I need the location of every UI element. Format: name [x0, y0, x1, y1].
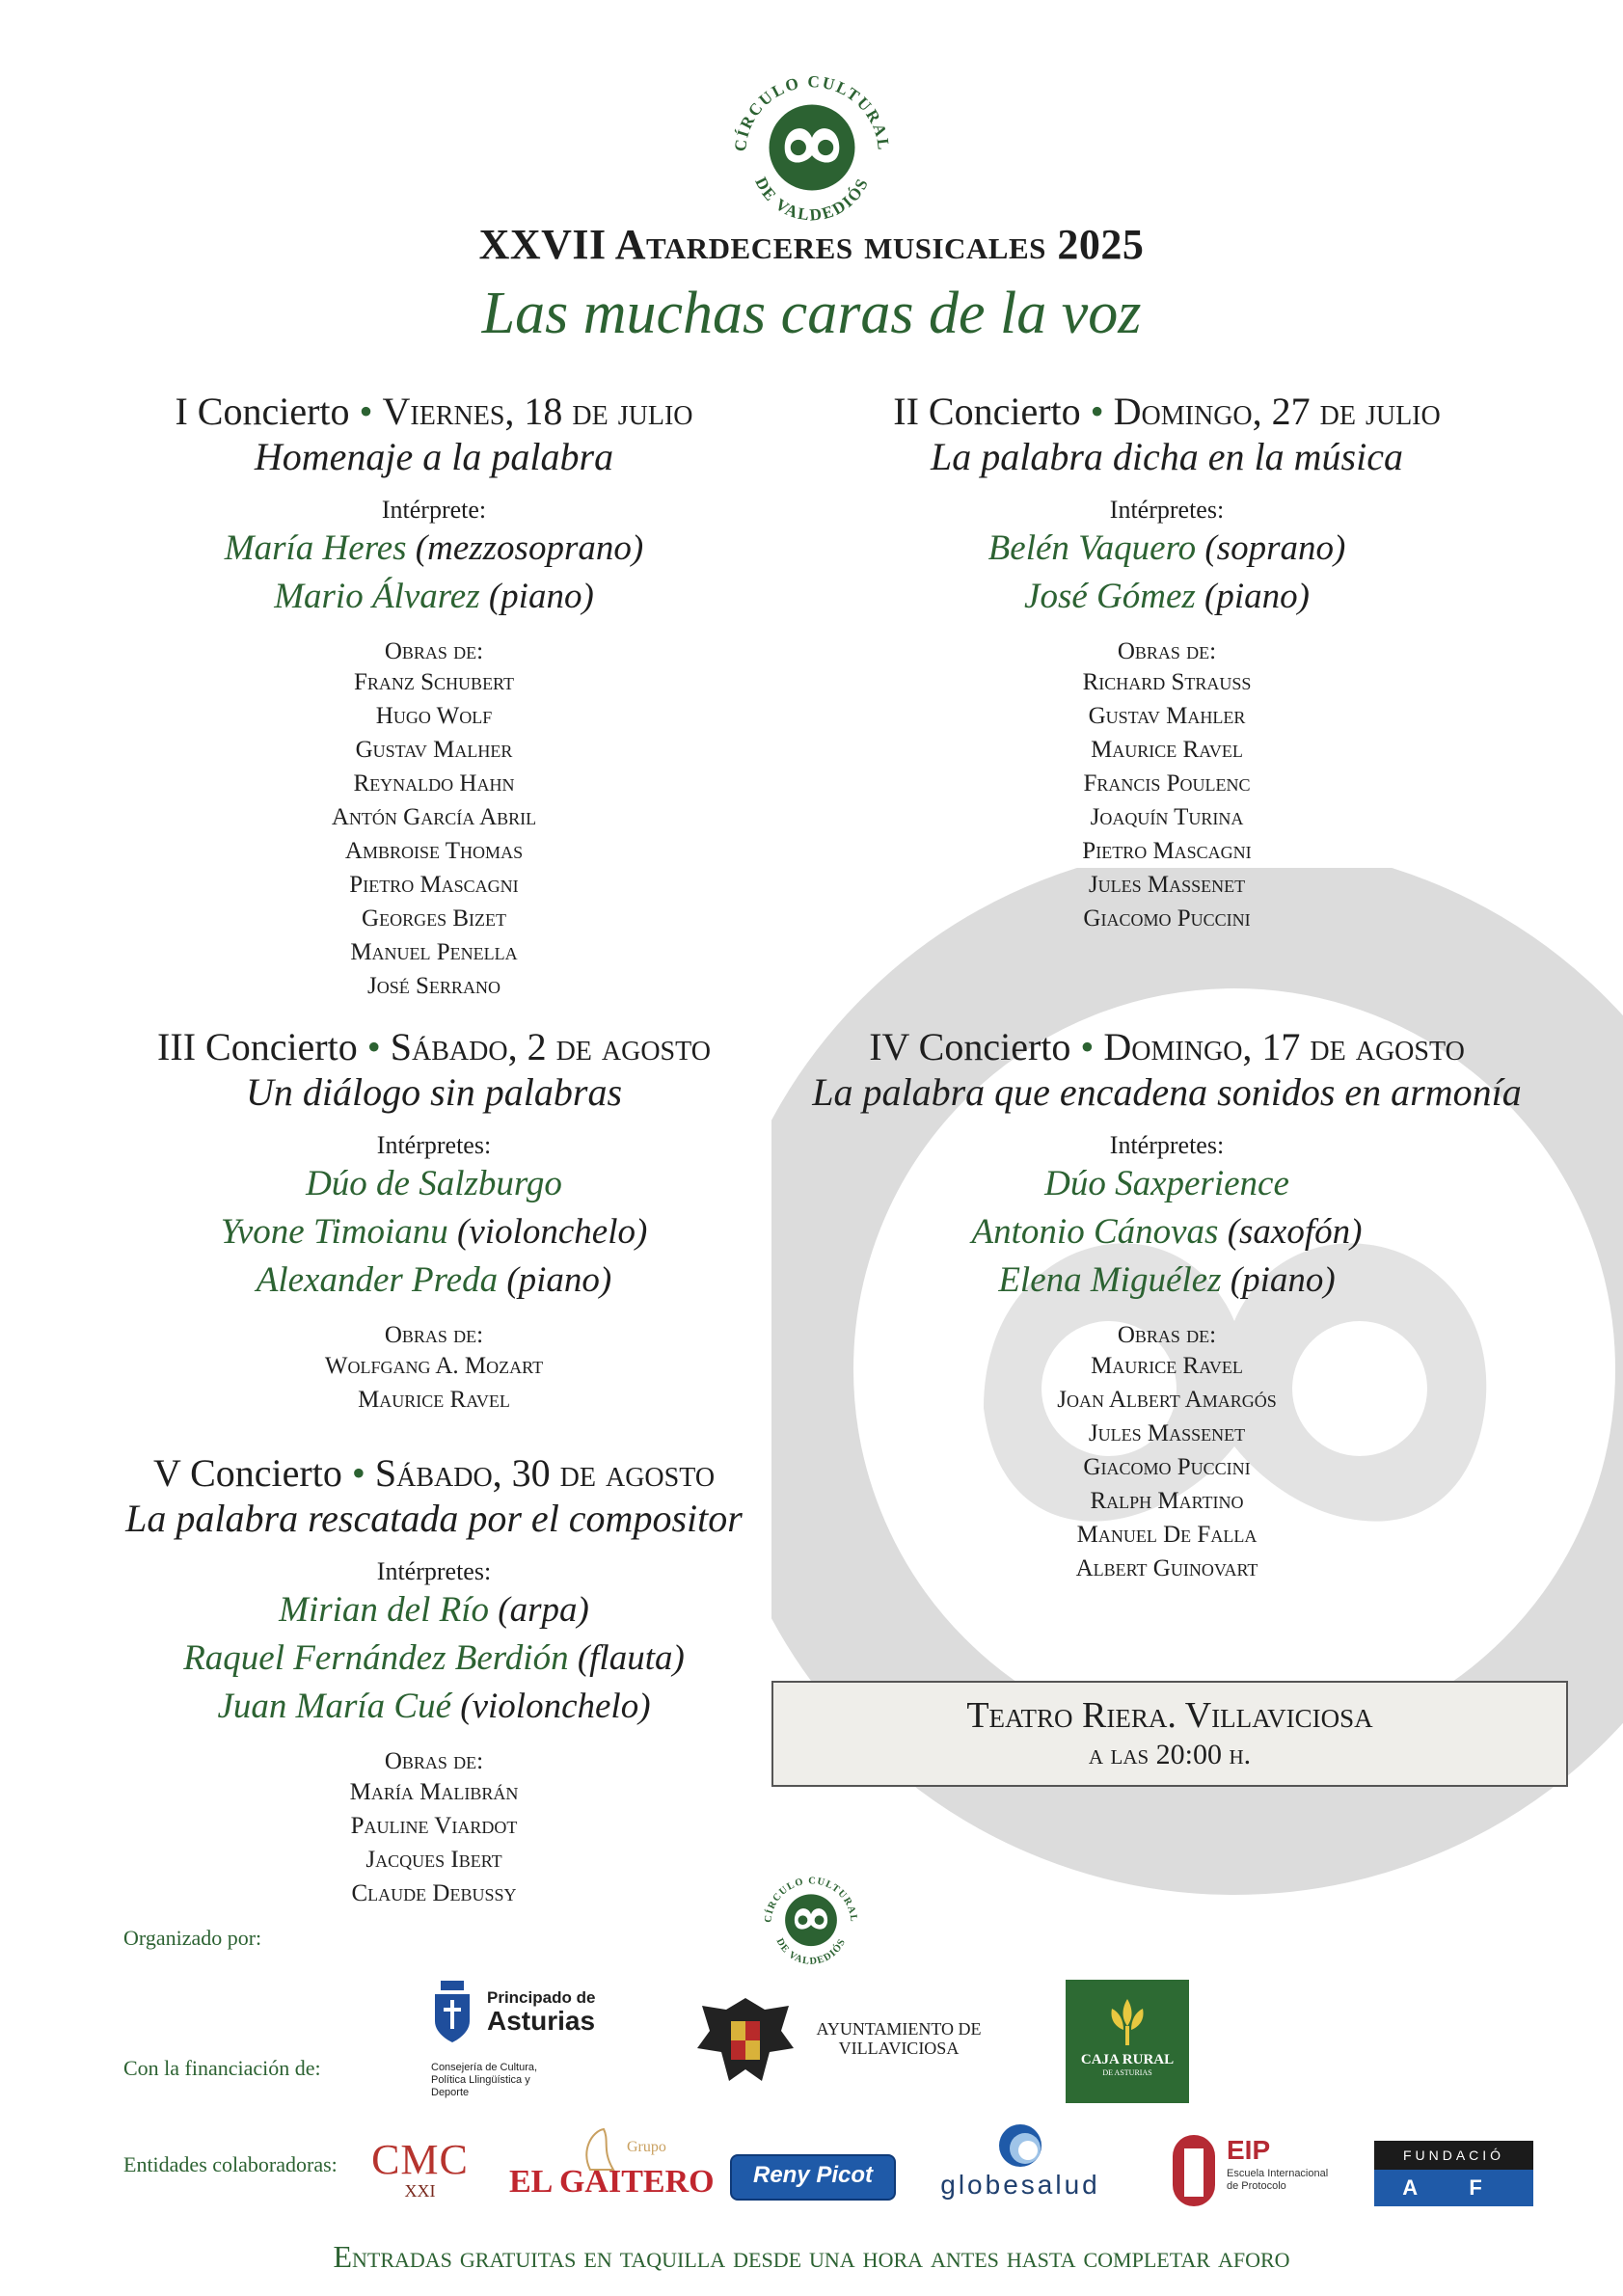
valdedios-logo-top — [724, 58, 900, 233]
asturias-name: Asturias — [487, 2006, 596, 2036]
performer-name: Antonio Cánovas — [971, 1211, 1219, 1252]
cmc-text: CMC — [371, 2136, 469, 2183]
composer-item: Albert Guinovart — [1075, 1554, 1258, 1581]
financing-label: Con la financiación de: — [123, 2056, 321, 2080]
performer-name: María Heres — [224, 528, 407, 568]
performer-line — [791, 1160, 1543, 1208]
performer-name: Mario Álvarez — [274, 576, 480, 616]
composer-item: Ambroise Thomas — [344, 837, 524, 864]
valdedios-logo-bottom — [758, 1866, 864, 1972]
concert-number: I Concierto — [175, 390, 350, 433]
performer-name: Yvone Timoianu — [220, 1211, 448, 1252]
performer-name: Belén Vaquero — [987, 528, 1197, 568]
concert-date: Sábado, 30 de agosto — [374, 1451, 716, 1495]
eip-sub1: Escuela Internacional — [1227, 2168, 1329, 2179]
eip-sub2: de Protocolo — [1227, 2180, 1286, 2192]
festival-title: XXVII Atardeceres musicales 2025 — [478, 221, 1145, 268]
reny-text: Reny Picot — [752, 2162, 874, 2188]
composer-item: Jules Massenet — [1088, 871, 1246, 898]
performer-line — [791, 1208, 1543, 1256]
concert-number: II Concierto — [893, 390, 1081, 433]
composer-item: Franz Schubert — [354, 668, 514, 695]
concert-heading — [791, 1024, 1543, 1069]
concert-heading — [106, 1024, 762, 1069]
composer-item: Gustav Mahler — [1088, 702, 1246, 729]
performer-name: José Gómez — [1024, 576, 1196, 616]
concert-5 — [106, 1450, 762, 1910]
ayto-line1: AYUNTAMIENTO DE — [816, 2019, 982, 2039]
works-label: Obras de: — [384, 1747, 484, 1774]
performers-label: Intérpretes: — [1109, 1131, 1225, 1159]
ayto-line2: VILLAVICIOSA — [838, 2039, 960, 2058]
bullet-separator: • — [1080, 390, 1114, 433]
concert-theme: La palabra que encadena sonidos en armonía — [812, 1070, 1522, 1114]
composer-item: María Malibrán — [349, 1778, 519, 1805]
composer-item: Hugo Wolf — [375, 702, 493, 729]
composer-item: José Serrano — [367, 972, 500, 999]
asturias-dept: Consejería de Cultura, Política Llingüística y Deporte — [431, 2062, 538, 2098]
composer-item: Manuel De Falla — [1076, 1521, 1258, 1548]
performer-line — [106, 1208, 762, 1256]
performers-label: Intérpretes: — [376, 1131, 492, 1159]
bullet-separator: • — [357, 1025, 391, 1068]
reny-picot-logo — [730, 2154, 896, 2201]
composer-item: Pietro Mascagni — [349, 871, 519, 898]
composer-item: Joaquín Turina — [1090, 803, 1244, 830]
performer-line — [106, 1683, 762, 1731]
performer-line — [106, 573, 762, 621]
asturias-logo — [431, 1981, 614, 2106]
performer-name: Juan María Cué — [217, 1686, 452, 1726]
concert-date: Domingo, 17 de agosto — [1103, 1025, 1465, 1068]
footer-note: Entradas gratuitas en taquilla desde una hora antes hasta completar aforo — [333, 2239, 1290, 2274]
composer-item: Reynaldo Hahn — [353, 770, 515, 797]
concert-theme: Un diálogo sin palabras — [245, 1070, 623, 1114]
bullet-separator: • — [1070, 1025, 1104, 1068]
performer-role: (piano) — [488, 576, 594, 616]
performers-label: Intérprete: — [381, 496, 487, 524]
collaborators-label: Entidades colaboradoras: — [123, 2152, 338, 2176]
globe-icon — [996, 2121, 1044, 2170]
composer-item: Giacomo Puccini — [1083, 905, 1251, 932]
concert-date: Sábado, 2 de agosto — [390, 1025, 711, 1068]
concert-theme: La palabra rescatada por el compositor — [125, 1497, 743, 1540]
performers-label: Intérpretes: — [376, 1557, 492, 1585]
composer-item: Maurice Ravel — [358, 1386, 510, 1413]
coat-of-arms-icon — [692, 1988, 798, 2094]
composer-item: Joan Albert Amargós — [1057, 1386, 1277, 1413]
performer-name: Dúo de Salzburgo — [306, 1164, 562, 1203]
venue-box — [771, 1681, 1568, 1787]
caja-name: CAJA RURAL — [1080, 2052, 1175, 2067]
concert-4 — [791, 1024, 1543, 1585]
composer-item: Francis Poulenc — [1083, 770, 1251, 797]
concert-date: Viernes, 18 de julio — [382, 390, 693, 433]
composer-item: Jules Massenet — [1088, 1419, 1246, 1446]
performer-name: Mirian del Río — [279, 1590, 490, 1630]
svg-text:CÍRCULO CULTURAL: CÍRCULO CULTURAL — [730, 72, 893, 153]
composer-item: Maurice Ravel — [1091, 1352, 1243, 1379]
concert-2 — [829, 389, 1504, 935]
concert-date: Domingo, 27 de julio — [1113, 390, 1441, 433]
eip-tower-icon — [1169, 2129, 1219, 2208]
el-gaitero-logo — [503, 2121, 715, 2208]
cmc-sub: XXI — [404, 2181, 436, 2201]
works-label: Obras de: — [1117, 637, 1217, 664]
performer-line — [106, 1586, 762, 1634]
globesalud-logo — [929, 2121, 1112, 2208]
caja-rural-logo — [1066, 1980, 1189, 2103]
composer-item: Pietro Mascagni — [1082, 837, 1252, 864]
composer-item: Maurice Ravel — [1091, 736, 1243, 763]
concert-number: IV Concierto — [869, 1025, 1071, 1068]
performer-line — [829, 573, 1504, 621]
concert-theme: Homenaje a la palabra — [254, 435, 614, 478]
composer-item: Wolfgang A. Mozart — [324, 1352, 544, 1379]
gaitero-name: EL GAITERO — [509, 2164, 715, 2200]
festival-subtitle: Las muchas caras de la voz — [481, 281, 1142, 346]
performer-line — [106, 525, 762, 573]
performer-role: (violonchelo) — [460, 1686, 651, 1726]
cmc-logo — [365, 2136, 475, 2206]
asturias-shield-icon — [431, 1981, 473, 2044]
concert-number: V Concierto — [152, 1451, 342, 1495]
composer-item: Pauline Viardot — [350, 1812, 518, 1839]
composer-item: Manuel Penella — [350, 938, 518, 965]
performer-role: (arpa) — [498, 1590, 589, 1630]
performer-role: (piano) — [1204, 576, 1310, 616]
performer-role: (soprano) — [1204, 528, 1346, 568]
composer-item: Antón García Abril — [331, 803, 537, 830]
organized-by-label: Organizado por: — [123, 1926, 262, 1950]
performer-role: (piano) — [1230, 1259, 1336, 1300]
performer-name: Dúo Saxperience — [1044, 1164, 1289, 1203]
venue-name: Teatro Riera. Villaviciosa — [966, 1695, 1373, 1736]
works-label: Obras de: — [384, 1321, 484, 1348]
performer-role: (piano) — [506, 1259, 612, 1300]
performer-role: (saxofón) — [1227, 1211, 1363, 1252]
eip-logo — [1169, 2129, 1333, 2211]
concert-3 — [106, 1024, 762, 1417]
globesalud-text: globesalud — [940, 2170, 1100, 2200]
concert-number: III Concierto — [157, 1025, 358, 1068]
composer-item: Claude Debussy — [351, 1879, 517, 1906]
composer-item: Gustav Malher — [355, 736, 513, 763]
afm-top: FUNDACIÓ — [1374, 2141, 1533, 2170]
eip-text: EIP — [1227, 2135, 1271, 2165]
performer-role: (violonchelo) — [457, 1211, 648, 1252]
bullet-separator: • — [349, 390, 383, 433]
bullet-separator: • — [341, 1451, 375, 1495]
performers-label: Intérpretes: — [1109, 496, 1225, 524]
performer-role: (mezzosoprano) — [415, 528, 644, 568]
performer-role: (flauta) — [577, 1637, 685, 1678]
concert-heading — [106, 389, 762, 434]
concert-1 — [106, 389, 762, 1003]
works-label: Obras de: — [1117, 1321, 1217, 1348]
performer-line — [791, 1256, 1543, 1305]
performer-name: Raquel Fernández Berdión — [183, 1637, 569, 1678]
venue-time: a las 20:00 h. — [1088, 1739, 1252, 1770]
works-label: Obras de: — [384, 637, 484, 664]
performer-name: Elena Miguélez — [998, 1259, 1222, 1300]
svg-text:CÍRCULO CULTURAL: CÍRCULO CULTURAL — [763, 1876, 859, 1924]
composer-item: Giacomo Puccini — [1083, 1453, 1251, 1480]
performer-name: Alexander Preda — [256, 1259, 499, 1300]
ayuntamiento-logo — [692, 1988, 1001, 2094]
performer-line — [106, 1634, 762, 1683]
fundacio-afm-logo — [1374, 2141, 1533, 2236]
concert-heading — [106, 1450, 762, 1496]
gaitero-group: Grupo — [627, 2139, 666, 2155]
performer-line — [829, 525, 1504, 573]
composer-item: Ralph Martino — [1090, 1487, 1244, 1514]
afm-text: A F M — [1374, 2170, 1533, 2206]
composer-item: Jacques Ibert — [365, 1846, 502, 1873]
composer-item: Georges Bizet — [362, 905, 506, 932]
asturias-title: Principado de — [487, 1988, 596, 2007]
composer-item: Richard Strauss — [1082, 668, 1252, 695]
caja-sub: DE ASTURIAS — [1102, 2068, 1152, 2077]
svg-text:DE VALDEDIÓS: DE VALDEDIÓS — [751, 174, 873, 225]
concert-theme: La palabra dicha en la música — [931, 435, 1403, 478]
svg-text:DE VALDEDIÓS: DE VALDEDIÓS — [773, 1936, 849, 1967]
wheat-icon — [1098, 1993, 1156, 2047]
performer-line — [106, 1256, 762, 1305]
concert-heading — [829, 389, 1504, 434]
performer-line — [106, 1160, 762, 1208]
